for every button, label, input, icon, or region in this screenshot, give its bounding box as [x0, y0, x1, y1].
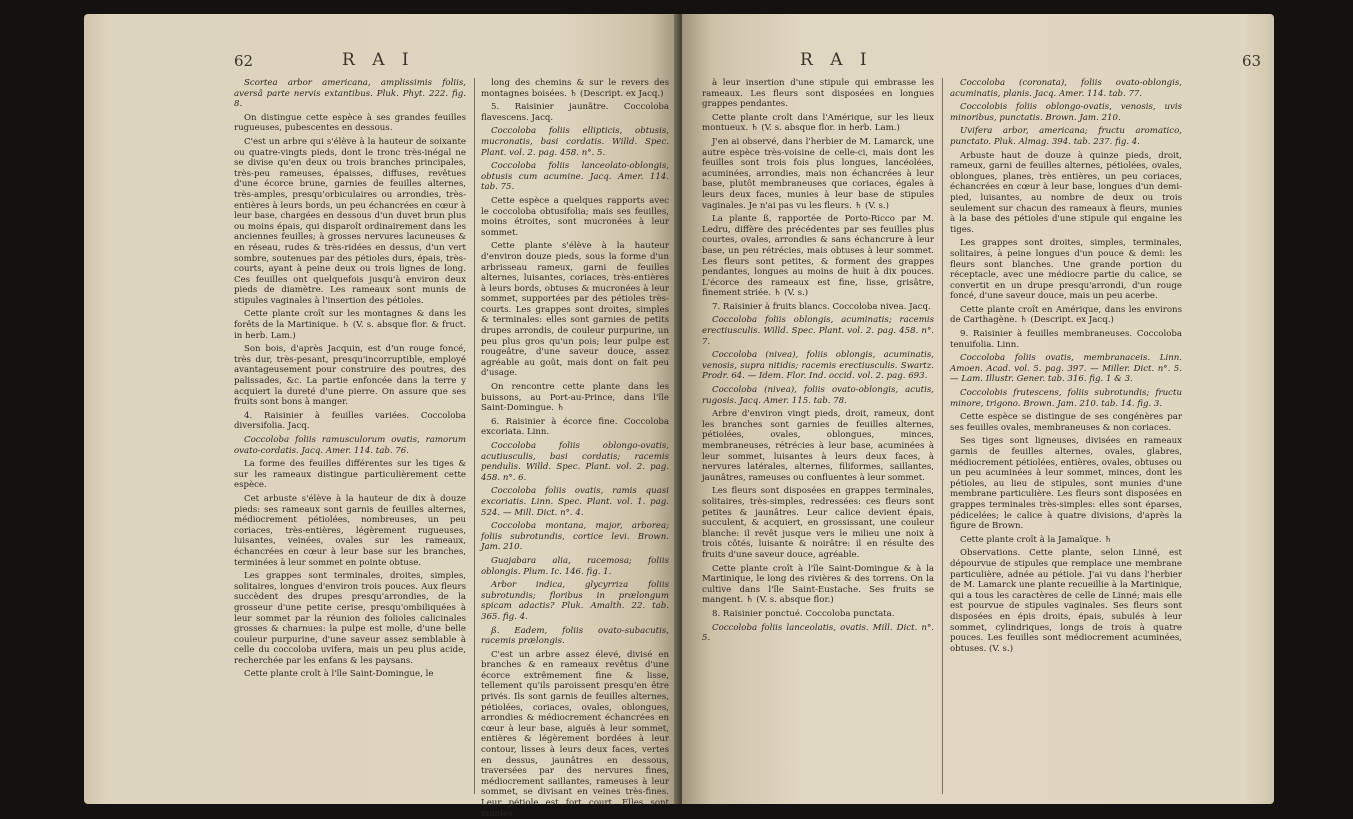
paragraph: On rencontre cette plante dans les buissons, au Port-au-Prince, dans l'île Saint-Domingue. ♄	[481, 382, 669, 414]
paragraph: Coccoloba foliis lanceolato-oblongis, obtusis cum acumine. Jacq. Amer. 114. tab. 75.	[481, 161, 669, 193]
paragraph: C'est un arbre qui s'élève à la hauteur de soixante ou quatre-vingts pieds, dont le tronc très-inégal ne se divise qu'en deux ou trois branches principales, très-peu rameuses, épaisses, diffuses, revêtues d'une écorce brune, garnies de feuilles alternes, très-amples, presqu'orbiculaires ou arrondies, très-entières à leurs bords, un peu échancrées en cœur à leur base, chargées en dessous d'un duvet brun plus ou moins épais, qui disparoît ordinairement dans les anciennes feuilles; à grosses nervures lacuneuses & en réseau, rudes & très-ridées en dessus, d'un vert sombre, soutenues par des pétioles durs, épais, très-courts, ayant à peine deux ou trois lignes de long. Ces feuilles ont quelquefois jusqu'à environ deux pieds de diamètre. Les rameaux sont munis de stipules vaginales à l'insertion des pétioles.	[234, 136, 466, 306]
paragraph: Coccoloba foliis ovatis, ramis quasi excoriatis. Linn. Spec. Plant. vol. 1. pag. 524. — Mill. Dict. n°. 4.	[481, 486, 669, 518]
paragraph: Les grappes sont terminales, droites, simples, solitaires, longues d'environ trois pouces. Aux fleurs succèdent des drupes presqu'arrondies, de la grosseur d'une petite cerise, presqu'ombiliquées à leur sommet par la réunion des folioles calicinales grosses & charnues: la pulpe est molle, d'une belle couleur purpurine, d'une saveur assez semblable à celle du coccoloba uvifera, mais un peu plus acide, recherchée par les enfans & les paysans.	[234, 571, 466, 666]
paragraph: Cette plante croît à l'île Saint-Domingue & à la Martinique, le long des rivières & des torrens. On la cultive dans l'île Saint-Eustache. Ses fruits se mangent. ♄ (V. s. absque flor.)	[702, 563, 934, 606]
paragraph: 5. Raisinier jaunâtre. Coccoloba flavescens. Jacq.	[481, 102, 669, 123]
right-column-2	[950, 78, 1182, 798]
paragraph: Coccoloba (nivea), foliis ovato-oblongis, acutis, rugosis. Jacq. Amer. 115. tab. 78.	[702, 385, 934, 406]
paragraph: Coccoloba montana, major, arborea; foliis subrotundis, cortice levi. Brown. Jam. 210.	[481, 521, 669, 553]
paragraph: Son bois, d'après Jacquin, est d'un rouge foncé, très dur, très-pesant, presqu'incorruptible, employé avantageusement pour construire des poutres, des palissades, &c. La partie enfoncée dans la terre y acquiert la dureté d'une pierre. On assure que ses fruits sont bons à manger.	[234, 344, 466, 408]
paragraph: Cette plante croît à la Jamaïque. ♄	[960, 534, 1112, 545]
paragraph: 4. Raisinier à feuilles variées. Coccoloba diversifolia. Jacq.	[234, 410, 466, 432]
paragraph: à leur insertion d'une stipule qui embrasse les rameaux. Les fleurs sont disposées en longues grappes pendantes.	[702, 78, 934, 110]
right-column-1	[702, 78, 934, 798]
paragraph: 9. Raisinier à feuilles membraneuses. Coccoloba tenuifolia. Linn.	[950, 329, 1182, 350]
paragraph: La plante ß, rapportée de Porto-Ricco par M. Ledru, diffère des précédentes par ses feuilles plus courtes, ovales, arrondies & sans échancrure à leur base, un peu rétrécies, mais obtuses à leur sommet. Les fleurs sont petites, & forment des grappes pendantes, longues au moins de huit à dix pouces. L'écorce des rameaux est fine, lisse, grisâtre, finement striée. ♄ (V. s.)	[702, 214, 934, 299]
paragraph: Coccoloba foliis ovatis, membranaceis. Linn. Amoen. Acad. vol. 5. pag. 397. — Miller. Dict. n°. 5. — Lam. Illustr. Gener. tab. 316. fig. 1 & 3.	[950, 353, 1182, 385]
paragraph: Cette plante croît en Amérique, dans les environs de Carthagène. ♄ (Descript. ex Jacq.)	[950, 304, 1182, 326]
paragraph: Cette espèce a quelques rapports avec le coccoloba obtusifolia; mais ses feuilles, moins étroites, sont mucronées à leur sommet.	[481, 195, 669, 238]
right-page-number: 63	[1242, 52, 1262, 70]
paragraph: Observations. Cette plante, selon Linné, est dépourvue de stipules que remplace une membrane particulière, adnée au pétiole. J'ai vu dans l'herbier de M. Lamarck une plante recueillie à la Martinique, qui a tous les caractères de celle de Linné; mais elle est pourvue de stipules vaginales. Ses fleurs sont disposées en épis droits, épais, subulés à leur sommet, cylindriques, longs de trois à quatre pouces. Les feuilles sont médiocrement acuminées, obtuses. (V. s.)	[950, 548, 1182, 654]
paragraph: Coccoloba foliis oblongo-ovatis, acutiusculis, basi cordatis; racemis pendulis. Willd. Spec. Plant. vol. 2. pag. 458. n°. 6.	[481, 441, 669, 483]
paragraph: Coccolobis foliis oblongo-ovatis, venosis, uvis minoribus, punctatis. Brown. Jam. 210.	[950, 102, 1182, 123]
column-rule-left	[474, 78, 475, 794]
paragraph: On distingue cette espèce à ses grandes feuilles rugueuses, pubescentes en dessous.	[234, 112, 466, 134]
left-column-2	[481, 78, 669, 819]
paragraph: 8. Raisinier ponctué. Coccoloba punctata.	[712, 608, 895, 619]
paragraph: long des chemins & sur le revers des montagnes boisées. ♄ (Descript. ex Jacq.)	[481, 78, 669, 99]
paragraph: Uvifera arbor, americana; fructu aromatico, punctato. Pluk. Almag. 394. tab. 237. fig. 4.	[950, 126, 1182, 147]
paragraph: Coccoloba foliis ramusculorum ovatis, ramorum ovato-cordatis. Jacq. Amer. 114. tab. 76.	[234, 435, 466, 456]
paragraph: Cette plante s'élève à la hauteur d'environ douze pieds, sous la forme d'un arbrisseau rameux, garni de feuilles alternes, luisantes, coriaces, très-entières à leurs bords, obtuses & mucronées à leur sommet, supportées par des pétioles très-courts. Les grappes sont droites, simples & terminales: elles sont garnies de petits drupes arrondis, de couleur purpurine, un peu plus gros qu'un pois; leur pulpe est rougeâtre, d'une saveur douce, assez agréable au goût, mais dont on fait peu d'usage.	[481, 241, 669, 379]
paragraph: Guajabara alia, racemosa; foliis oblongis. Plum. Ic. 146. fig. 1.	[481, 555, 669, 577]
paragraph: J'en ai observé, dans l'herbier de M. Lamarck, une autre espèce très-voisine de celle-ci, mais dont les feuilles sont trois fois plus longues, lancéolées, acuminées, arrondies, mais non échancrées à leur base, plutôt membraneuses que coriaces, égales à leurs deux faces, munies à leur base de stipules vaginales. Je n'ai pas vu les fleurs. ♄ (V. s.)	[702, 136, 934, 211]
paragraph: Coccoloba (nivea), foliis oblongis, acuminatis, venosis, supra nitidis; racemis erectiusculis. Swartz. Prodr. 64. — Idem. Flor. Ind. occid. vol. 2. pag. 693.	[702, 350, 934, 382]
paragraph: Ses tiges sont ligneuses, divisées en rameaux garnis de feuilles alternes, ovales, glabres, médiocrement pétiolées, entières, ovales, obtuses ou un peu acuminées à leur sommet, minces, dont les pétioles, au lieu de stipules, sont munies d'une membrane particulière. Les fleurs sont disposées en grappes terminales très-simples: elles sont éparses, pédicelées; le calice à quatre divisions, d'après la figure de Brown.	[950, 436, 1182, 532]
paragraph: 6. Raisinier à écorce fine. Coccoloba excoriata. Linn.	[481, 416, 669, 438]
paragraph: Cette espèce se distingue de ses congénères par ses feuilles ovales, membraneuses & non coriaces.	[950, 412, 1182, 433]
paragraph: Cette plante croît sur les montagnes & dans les forêts de la Martinique. ♄ (V. s. absque flor. & fruct. in herb. Lam.)	[234, 309, 466, 341]
paragraph: C'est un arbre assez élevé, divisé en branches & en rameaux revêtus d'une écorce extrêmement fine & lisse, tellement qu'ils paroissent presqu'en être privés. Ils sont garnis de feuilles alternes, pétiolées, coriaces, ovales, oblongues, arrondies & médiocrement échancrées en cœur à leur base, aiguës à leur sommet, entières & légèrement bordées à leur contour, lisses à leurs deux faces, vertes en dessus, jaunâtres en dessous, traversées par des nervures fines, médiocrement saillantes, rameuses à leur sommet, se divisant en veines très-fines. Leur pétiole est fort court. Elles sont munies	[481, 649, 669, 819]
left-column-1	[234, 78, 466, 798]
paragraph: La forme des feuilles différentes sur les tiges & sur les rameaux distingue particulièrement cette espèce.	[234, 459, 466, 491]
left-running-head: R A I	[342, 50, 415, 70]
right-page	[682, 14, 1274, 804]
paragraph: Les fleurs sont disposées en grappes terminales, solitaires, très-simples, redressées: ces fleurs sont petites & jaunâtres. Leur calice devient épais, succulent, & acquiert, en grossissant, une couleur blanche: il revêt jusque vers le milieu une noix à trois côtés, luisante & noirâtre: il en résulte des fruits d'une saveur douce, agréable.	[702, 486, 934, 560]
paragraph: Coccoloba foliis oblongis, acuminatis; racemis erectiusculis. Willd. Spec. Plant. vol. 2. pag. 458. n°. 7.	[702, 315, 934, 347]
paragraph: Arbuste haut de douze à quinze pieds, droit, rameux, garni de feuilles alternes, pétiolées, ovales, oblongues, planes, très entières, un peu coriaces, échancrées en cœur à leur base, longues d'un demi-pied, luisantes, au nombre de deux ou trois seulement sur chacun des rameaux à fleurs, munies à la base des pétioles d'une stipule qui engaine les tiges.	[950, 150, 1182, 235]
paragraph: Cet arbuste s'élève à la hauteur de dix à douze pieds: ses rameaux sont garnis de feuilles alternes, médiocrement pétiolées, nombreuses, un peu coriaces, très-entières, légèrement rugueuses, luisantes, veinées, ovales sur les rameaux, échancrées en cœur à leur base sur les branches, terminées à leur sommet en pointe obtuse.	[234, 493, 466, 568]
paragraph: ß. Eadem, foliis ovato-subacutis, racemis prælongis.	[481, 625, 669, 647]
paragraph: Coccoloba foliis ellipticis, obtusis, mucronatis, basi cordatis. Willd. Spec. Plant. vol. 2. pag. 458. n°. 5.	[481, 126, 669, 158]
paragraph: Cette plante croît à l'île Saint-Domingue, le	[244, 669, 434, 680]
column-rule-right	[942, 78, 943, 794]
paragraph: Arbre d'environ vingt pieds, droit, rameux, dont les branches sont garnies de feuilles alternes, pétiolées, ovales, oblongues, minces, membraneuses, rétrécies à leur base, acuminées à leur sommet, luisantes à leurs deux faces, à nervures latérales, alternes, filiformes, saillantes, jaunâtres, rameuses ou confluentes à leur sommet.	[702, 409, 934, 483]
paragraph: Cette plante croît dans l'Amérique, sur les lieux montueux. ♄ (V. s. absque flor. in herb. Lam.)	[702, 112, 934, 134]
paragraph: Scortea arbor americana, amplissimis foliis, aversâ parte nervis extantibus. Pluk. Phyt. 222. fig. 8.	[234, 78, 466, 110]
paragraph: Les grappes sont droites, simples, terminales, solitaires, à peine longues d'un pouce & demi: les fleurs sont blanches. Une grande portion du réceptacle, avec une médiocre partie du calice, se convertit en un drupe presqu'arrondi, d'un rouge foncé, d'une saveur douce, mais un peu acerbe.	[950, 238, 1182, 302]
left-page-number: 62	[234, 52, 254, 70]
paragraph: 7. Raisinier à fruits blancs. Coccoloba nivea. Jacq.	[712, 301, 931, 312]
paragraph: Coccolobis frutescens, foliis subrotundis; fructu minore, trigono. Brown. Jam. 210. tab. 14. fig. 3.	[950, 388, 1182, 409]
paragraph: Coccoloba (coronata), foliis ovato-oblongis, acuminatis, planis. Jacq. Amer. 114. tab. 77.	[950, 78, 1182, 99]
open-book	[84, 14, 1274, 819]
left-page	[84, 14, 679, 819]
paragraph: Arbor indica, glycyrriza foliis subrotundis; floribus in prælongum spicam adactis? Pluk. Amalth. 22. tab. 365. fig. 4.	[481, 580, 669, 622]
right-running-head: R A I	[800, 50, 873, 70]
paragraph: Coccoloba foliis lanceolatis, ovatis. Mill. Dict. n°. 5.	[702, 622, 934, 644]
